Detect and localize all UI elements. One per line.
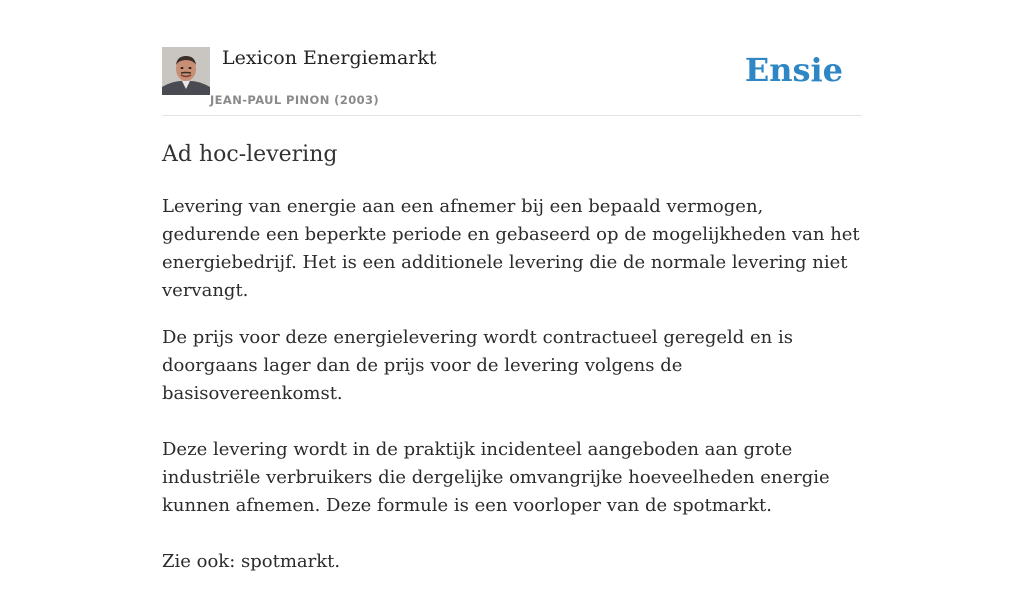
author-name[interactable]: JEAN-PAUL PINON (2003) — [210, 93, 380, 107]
paragraph: Deze levering wordt in de praktijk incidenteel aangeboden aan grote industriële verbruikers die dergelijke omvangrijke hoeveelheden energie kunnen afnemen. Deze formule is een voorloper van de spotmarkt. — [162, 439, 830, 516]
paragraph: De prijs voor deze energielevering wordt contractueel geregeld en is doorgaans lager dan de prijs voor de levering volgens de basisovereenkomst. — [162, 327, 793, 404]
see-also-link-spotmarkt[interactable]: spotmarkt — [241, 551, 335, 572]
paragraph: Levering van energie aan een afnemer bij een bepaald vermogen, gedurende een beperkte periode en gebaseerd op de mogelijkheden van het energiebedrijf. Het is een additionele levering die de normale levering niet vervangt. — [162, 196, 860, 301]
ensie-logo[interactable]: Ensie — [744, 51, 843, 89]
see-also — [162, 548, 862, 576]
see-also-suffix: . — [334, 551, 341, 572]
entry-title: Ad hoc-levering — [162, 142, 338, 167]
author-avatar — [162, 47, 210, 95]
article-card — [162, 46, 862, 595]
entry-body — [162, 193, 862, 576]
header — [162, 46, 862, 116]
see-also-prefix: Zie ook: — [162, 551, 242, 572]
publication-title[interactable]: Lexicon Energiemarkt — [222, 47, 437, 69]
